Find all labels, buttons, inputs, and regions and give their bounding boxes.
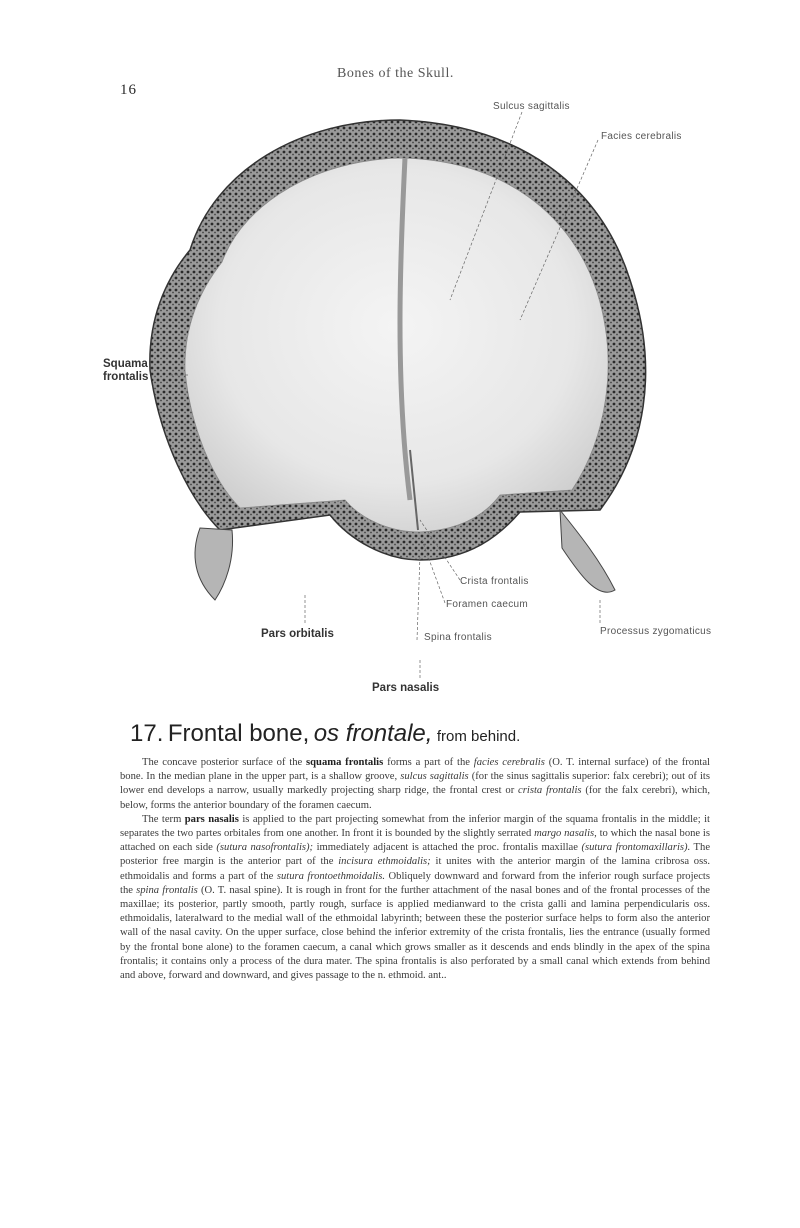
text-span: (for the falx cerebri), which, below, forms the anterior boundary of the foramen caecum. bbox=[120, 785, 710, 811]
term-crista-frontalis: crista frontalis bbox=[518, 785, 582, 797]
term-spina-frontalis: spina frontalis bbox=[136, 884, 198, 896]
label-crista-frontalis: Crista frontalis bbox=[460, 576, 529, 587]
text-span: to which the nasal bone is attached on each side bbox=[120, 828, 710, 854]
caption-number: 17. bbox=[130, 720, 164, 747]
label-squama-frontalis: Squama frontalis bbox=[103, 358, 149, 383]
running-head: Bones of the Skull. bbox=[337, 66, 454, 81]
paragraph-pars-nasalis bbox=[120, 813, 710, 983]
pars-orbitalis-shape bbox=[195, 528, 233, 600]
text-span: The posterior free margin is the anterior part of the bbox=[120, 842, 711, 868]
term-sutura-nasofrontalis: (sutura nasofrontalis); bbox=[216, 842, 314, 854]
text-span: The term bbox=[142, 813, 182, 825]
label-sulcus-sagittalis: Sulcus sagittalis bbox=[493, 101, 570, 112]
text-span: The concave posterior surface of the bbox=[142, 757, 303, 768]
term-sutura-frontoethmoidalis: sutura frontoethmoidalis. bbox=[276, 870, 386, 882]
text-span: it unites with the anterior margin of the lamina cribrosa oss. ethmoidalis and forms a part of the bbox=[120, 856, 710, 882]
label-pars-nasalis: Pars nasalis bbox=[372, 682, 440, 694]
processus-zygomaticus-shape bbox=[560, 510, 615, 592]
text-span: is applied to the part projecting somewhat from the inferior margin of the squama frontalis in the middle; it separates the two partes orbitales from one another. In front it is bounded by the slightly serrated bbox=[120, 813, 710, 840]
label-spina-frontalis: Spina frontalis bbox=[424, 632, 492, 643]
caption-view: from behind. bbox=[436, 728, 521, 745]
text-span: (for the sinus sagittalis superior: falx cerebri); out of its lower end develops a narrow, usually markedly projecting sharp ridge, the frontal crest or bbox=[120, 771, 710, 797]
caption-latin: os frontale, bbox=[313, 720, 433, 747]
term-pars-nasalis: pars nasalis bbox=[184, 813, 239, 825]
label-pars-orbitalis: Pars orbitalis bbox=[261, 628, 334, 640]
term-margo-nasalis: margo nasalis, bbox=[534, 828, 597, 840]
figure-caption bbox=[130, 720, 520, 748]
term-incisura-ethmoidalis: incisura ethmoidalis; bbox=[338, 856, 431, 868]
body-text bbox=[120, 756, 710, 983]
text-span: (O. T. nasal spine). It is rough in front for the further attachment of the nasal bones and of the frontal processes of the maxillae; its posterior, partly smooth, partly rough, surface is applied medianward to the crista galli and lamina perpendicularis oss. ethmoidalis, lateralward to the medial wall of the ethmoidal labyrinth; between these the posterior surface helps to form also the anterior wall of the nasal cavity. On the upper surface, close behind the inferior extremity of the crista frontalis, lies the entrance (usually formed by the frontal bone alone) to the foramen caecum, a canal which grows smaller as it descends and ends blindly in the apex of the spina frontalis; it contains only a process of the dura mater. The spina frontalis is also perforated by a small canal which extends from behind and above, forward and downward, and gives passage to the n. ethmoid. ant.. bbox=[120, 884, 710, 982]
term-squama-frontalis: squama frontalis bbox=[306, 757, 384, 768]
caption-name: Frontal bone, bbox=[167, 720, 310, 747]
text-span: forms a part of the bbox=[387, 757, 470, 768]
paragraph-squama bbox=[120, 756, 710, 813]
text-span: immediately adjacent is attached the proc. frontalis maxillae bbox=[316, 842, 578, 854]
label-foramen-caecum: Foramen caecum bbox=[446, 599, 529, 610]
term-sutura-frontomaxillaris: (sutura frontomaxillaris). bbox=[581, 842, 691, 854]
label-processus-zygomaticus: Processus zygomaticus bbox=[600, 626, 712, 637]
page-number: 16 bbox=[120, 82, 137, 98]
term-facies-cerebralis: facies cerebralis bbox=[473, 757, 545, 768]
label-facies-cerebralis: Facies cerebralis bbox=[601, 131, 682, 142]
text-span: Obliquely downward and forward from the inferior rough surface projects the bbox=[120, 870, 710, 896]
term-sulcus-sagittalis: sulcus sagittalis bbox=[400, 771, 469, 783]
text-span: (O. T. internal surface) of the frontal bone. In the median plane in the upper part, is a shallow groove, bbox=[120, 757, 710, 783]
